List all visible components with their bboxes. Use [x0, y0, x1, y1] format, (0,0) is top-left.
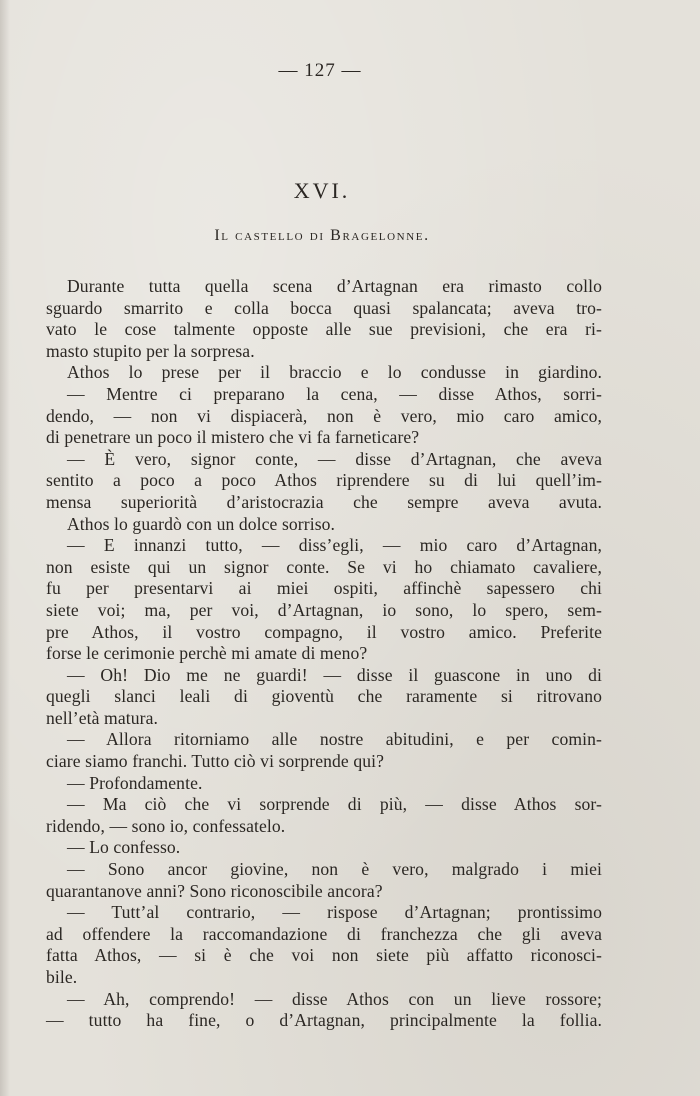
- text-line: — Ma ciò che vi sorprende di più, — disse Athos sor-: [67, 794, 602, 815]
- body-text: [46, 276, 602, 1032]
- text-line: — Mentre ci preparano la cena, — disse Athos, sorri-: [67, 383, 602, 404]
- text-line: mensa superiorità d’aristocrazia che sempre aveva avuta.: [46, 491, 602, 512]
- text-line: — tutto ha fine, o d’Artagnan, principalmente la follia.: [46, 1010, 602, 1031]
- text-line: dendo, — non vi dispiacerà, non è vero, mio caro amico,: [46, 405, 602, 426]
- chapter-title: Il castello di Bragelonne.: [214, 227, 430, 244]
- text-line: Athos lo guardò con un dolce sorriso.: [67, 513, 336, 534]
- text-line: — Allora ritorniamo alle nostre abitudini, e per comin-: [67, 729, 602, 750]
- text-line: — Lo confesso.: [67, 837, 181, 858]
- text-line: — Sono ancor giovine, non è vero, malgrado i miei: [67, 859, 602, 880]
- text-line: — E innanzi tutto, — diss’egli, — mio caro d’Artagnan,: [67, 535, 602, 556]
- text-line: Athos lo prese per il braccio e lo condusse in giardino.: [67, 362, 602, 383]
- text-line: quegli slanci leali di gioventù che raramente si ritrovano: [46, 686, 602, 707]
- text-line: sentito a poco a poco Athos riprendere su di lui quell’im-: [46, 470, 602, 491]
- text-line: nell’età matura.: [46, 707, 158, 728]
- text-line: — Ah, comprendo! — disse Athos con un lieve rossore;: [67, 988, 602, 1009]
- text-line: — Oh! Dio me ne guardi! — disse il guascone in uno di: [67, 664, 602, 685]
- page-number: — 127 —: [278, 60, 362, 81]
- text-line: ciare siamo franchi. Tutto ciò vi sorprende qui?: [46, 751, 385, 772]
- text-line: forse le cerimonie perchè mi amate di meno?: [46, 643, 368, 664]
- text-line: Durante tutta quella scena d’Artagnan era rimasto collo: [67, 276, 602, 296]
- text-line: fatta Athos, — si è che voi non siete più affatto riconosci-: [46, 945, 602, 966]
- text-line: fu per presentarvi ai miei ospiti, affinchè sapessero chi: [46, 578, 602, 599]
- text-line: bile.: [46, 967, 78, 987]
- text-line: — Profondamente.: [67, 772, 203, 793]
- text-line: non esiste qui un signor conte. Se vi ho chiamato cavaliere,: [46, 556, 602, 577]
- text-line: di penetrare un poco il mistero che vi fa farneticare?: [46, 427, 420, 448]
- text-line: quarantanove anni? Sono riconoscibile ancora?: [46, 880, 383, 901]
- text-line: — Tutt’al contrario, — rispose d’Artagnan; prontissimo: [67, 902, 602, 923]
- text-line: pre Athos, il vostro compagno, il vostro amico. Preferite: [46, 621, 602, 642]
- text-line: ridendo, — sono io, confessatelo.: [46, 815, 286, 836]
- text-line: sguardo smarrito e colla bocca quasi spalancata; aveva tro-: [46, 297, 602, 318]
- text-line: masto stupito per la sorpresa.: [46, 340, 255, 361]
- text-line: — È vero, signor conte, — disse d’Artagnan, che aveva: [67, 448, 602, 469]
- chapter-number: XVI.: [293, 178, 351, 203]
- text-line: ad offendere la raccomandazione di franchezza che gli aveva: [46, 923, 602, 944]
- text-line: siete voi; ma, per voi, d’Artagnan, io sono, lo spero, sem-: [46, 599, 602, 620]
- text-line: vato le cose talmente opposte alle sue previsioni, che era ri-: [46, 319, 602, 340]
